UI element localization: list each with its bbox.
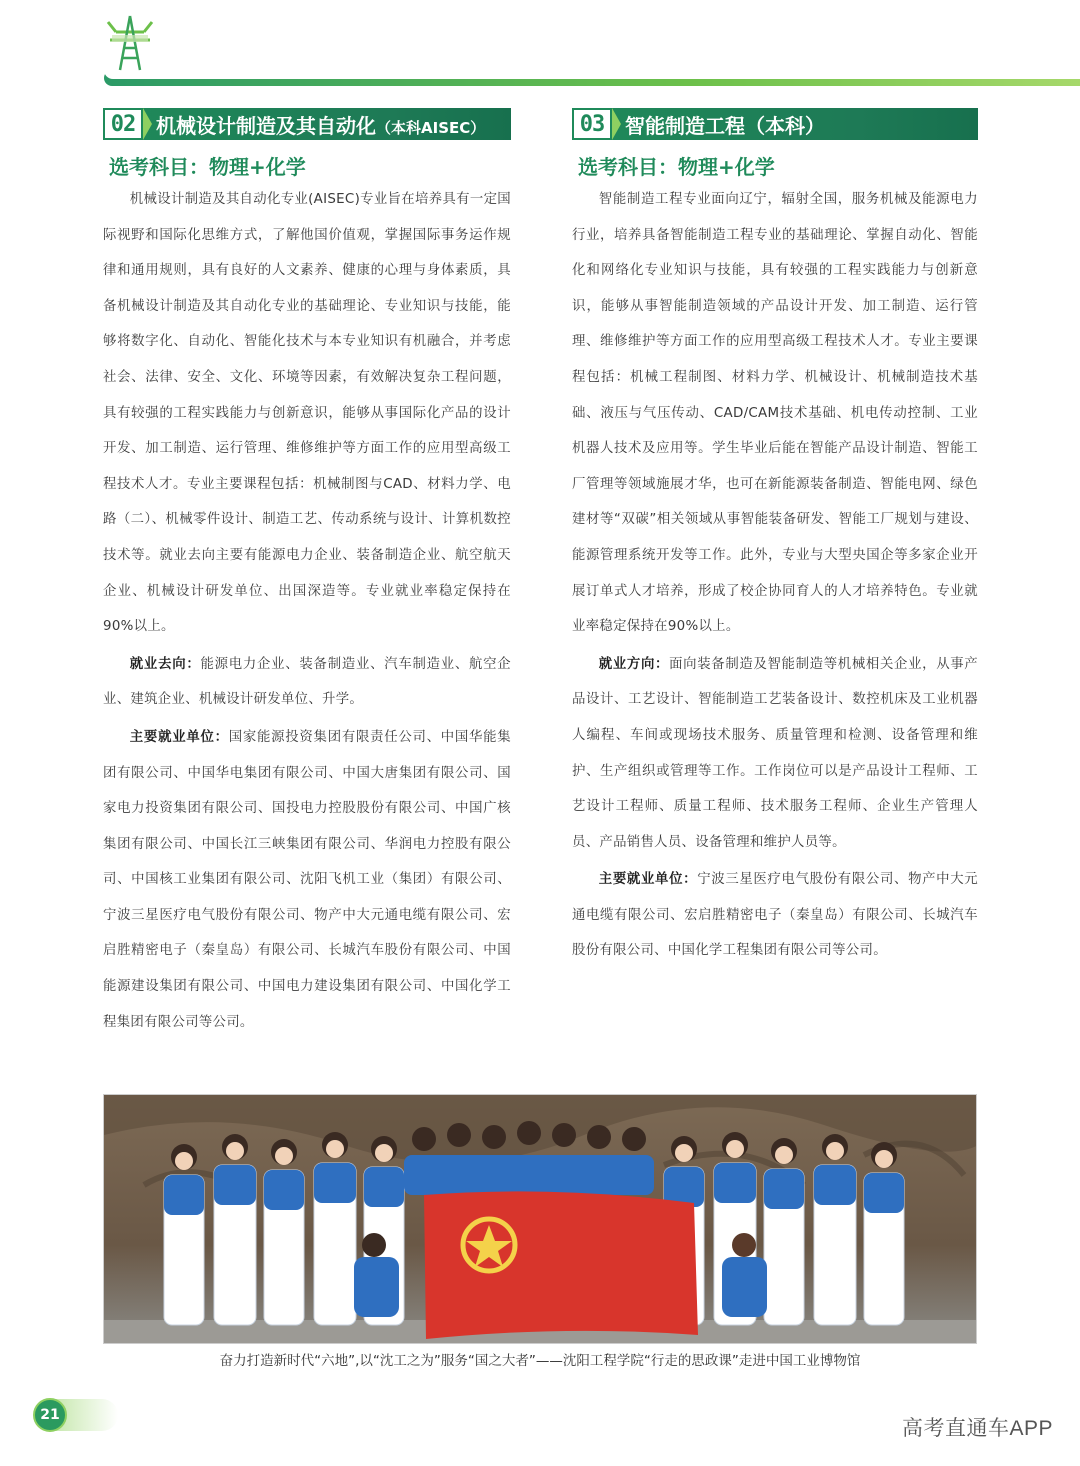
page-number-badge (30, 1396, 100, 1434)
employers-label: 主要就业单位： (598, 872, 698, 888)
major-intro: 智能制造工程专业面向辽宁，辐射全国，服务机械及能源电力行业，培养具备智能制造工程专业的基础理论、掌握自动化、智能化和网络化专业知识与技能，具有较强的工程实践能力与创新意识，能够从事智能制造领域的产品设计开发、加工制造、运行管理、维修维护等方面工作的应用型高级工程技术人才。专业主要课程包括：机械工程制图、材料力学、机械设计、机械制造技术基础、液压与气压传动、CAD/CAM技术基础、机电传动控制、工业机器人技术及应用等。学生毕业后能在智能产品设计制造、智能工厂管理等领域施展才华，也可在新能源装备制造、智能电网、绿色建材等“双碳”相关领域从事智能装备研发、智能工厂规划与建设、能源管理系统开发等工作。此外，专业与大型央国企等多家企业开展订单式人才培养，形成了校企协同育人的人才培养特色。专业就业率稳定保持在90%以上。 (572, 192, 978, 635)
page-number: 21 (33, 1398, 67, 1432)
chevron-right-icon (612, 108, 621, 140)
section-number: 03 (572, 108, 612, 140)
section-02 (103, 108, 511, 1040)
career-paragraph (103, 647, 511, 718)
group-photo (103, 1094, 977, 1344)
elective-subjects: 选考科目：物理+化学 (109, 155, 306, 179)
section-03 (572, 108, 978, 969)
section-title-main: 机械设计制造及其自动化 (156, 113, 376, 138)
career-text: 面向装备制造及智能制造等机械相关企业，从事产品设计、工艺设计、智能制造工艺装备设计、数控机床及工业机器人编程、车间或现场技术服务、质量管理和检测、设备管理和维护、生产组织或管理等工作。工作岗位可以是产品设计工程师、工艺设计工程师、质量工程师、技术服务工程师、企业生产管理人员、产品销售人员、设备管理和维护人员等。 (572, 656, 978, 850)
career-paragraph (572, 647, 978, 861)
employers-paragraph (572, 862, 978, 969)
section-title (625, 110, 825, 139)
career-label: 就业方向： (598, 656, 670, 672)
section-title-suffix: （本科） (745, 113, 825, 138)
section-number: 02 (103, 108, 143, 140)
section-header (103, 108, 511, 140)
power-tower-logo (102, 14, 158, 72)
employers-text: 宁波三星医疗电气股份有限公司、物产中大元通电缆有限公司、宏启胜精密电子（秦皇岛）有限公司、长城汽车股份有限公司、中国化学工程集团有限公司等公司。 (572, 872, 978, 959)
elective-subjects: 选考科目：物理+化学 (578, 155, 775, 179)
career-text: 能源电力企业、装备制造业、汽车制造业、航空企业、建筑企业、机械设计研发单位、升学。 (103, 656, 512, 708)
group-photo-illustration (104, 1095, 977, 1344)
section-title (156, 110, 485, 139)
major-intro: 机械设计制造及其自动化专业(AISEC)专业旨在培养具有一定国际视野和国际化思维方式，了解他国价值观，掌握国际事务运作规律和通用规则，具有良好的人文素养、健康的心理与身体素质，具备机械设计制造及其自动化专业的基础理论、专业知识与技能，能够将数字化、自动化、智能化技术与本专业知识有机融合，并考虑社会、法律、安全、文化、环境等因素，有效解决复杂工程问题，具有较强的工程实践能力与创新意识，能够从事国际化产品的设计开发、加工制造、运行管理、维修维护等方面工作的应用型高级工程技术人才。专业主要课程包括：机械制图与CAD、材料力学、电路（二）、机械零件设计、制造工艺、传动系统与设计、计算机数控技术等。就业去向主要有能源电力企业、装备制造企业、航空航天企业、机械设计研发单位、出国深造等。专业就业率稳定保持在90%以上。 (103, 192, 511, 635)
section-header (572, 108, 978, 140)
chevron-right-icon (143, 108, 152, 140)
header-band (104, 70, 1080, 86)
app-watermark: 高考直通车APP (902, 1417, 1054, 1440)
section-title-main: 智能制造工程 (625, 113, 745, 138)
career-label: 就业去向： (129, 656, 201, 672)
employers-text: 国家能源投资集团有限责任公司、中国华能集团有限公司、中国华电集团有限公司、中国大唐集团有限公司、国家电力投资集团有限公司、国投电力控股股份有限公司、中国广核集团有限公司、中国长江三峡集团有限公司、华润电力控股有限公司、中国核工业集团有限公司、沈阳飞机工业（集团）有限公司、宁波三星医疗电气股份有限公司、物产中大元通电缆有限公司、宏启胜精密电子（秦皇岛）有限公司、长城汽车股份有限公司、中国能源建设集团有限公司、中国电力建设集团有限公司、中国化学工程集团有限公司等公司。 (103, 729, 511, 1030)
employers-paragraph (103, 720, 511, 1040)
section-title-suffix: （本科AISEC） (376, 118, 486, 137)
photo-caption: 奋力打造新时代“六地”,以“沈工之为”服务“国之大者”——沈阳工程学院“行走的思政课”走进中国工业博物馆 (219, 1353, 861, 1369)
employers-label: 主要就业单位： (129, 729, 229, 745)
